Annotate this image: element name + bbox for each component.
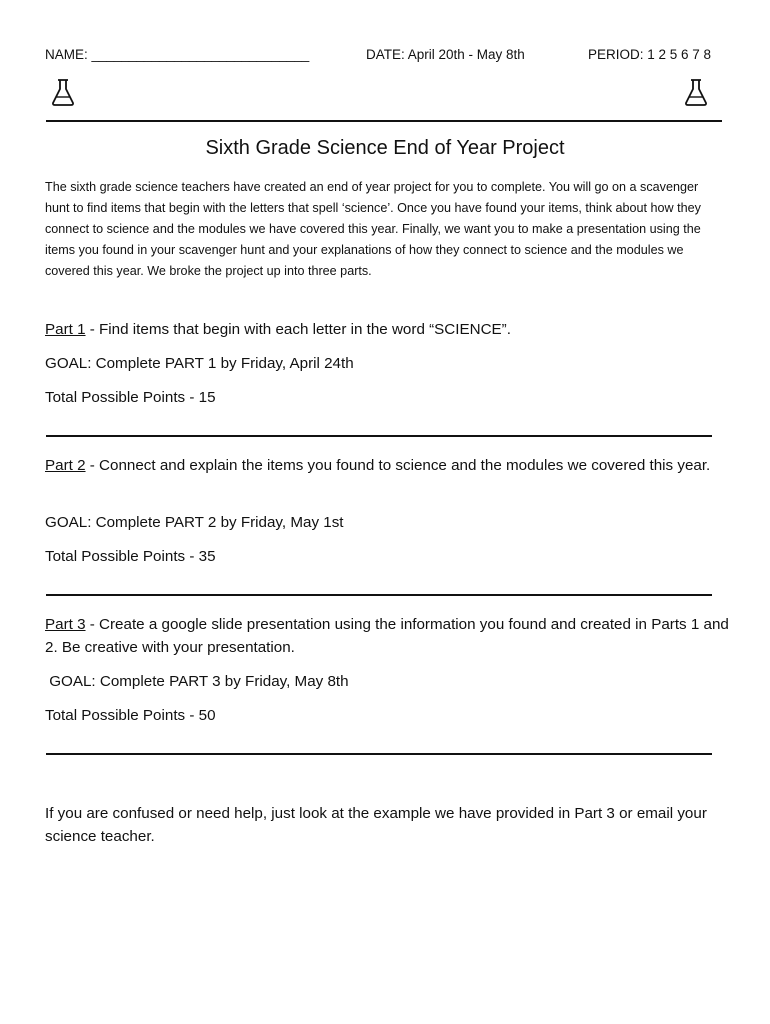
part-2-points: Total Possible Points - 35 — [45, 548, 216, 565]
section-divider — [46, 753, 712, 755]
part-1-text: - Find items that begin with each letter in the word “SCIENCE”. — [85, 321, 511, 338]
part-2-goal: GOAL: Complete PART 2 by Friday, May 1st — [45, 514, 344, 531]
part-2-text: - Connect and explain the items you found to science and the modules we covered this year. — [85, 457, 711, 474]
intro-paragraph: The sixth grade science teachers have created an end of year project for you to complete. You will go on a scavenger hunt to find items that begin with the letters that spell ‘science’. Once you have found your items, think about how they connect to science and the modules we have covered this year. Finally, we want you to make a presentation using the items you found in your scavenger hunt and your explanations of how they connect to science and the modules we covered this year. We broke the project up into three parts. — [45, 180, 701, 278]
section-divider — [46, 435, 712, 437]
part-3-heading: Part 3 — [45, 616, 86, 633]
flask-icon — [50, 78, 76, 106]
section-divider — [46, 594, 712, 596]
part-3-points: Total Possible Points - 50 — [45, 707, 216, 724]
part-2-heading: Part 2 — [45, 457, 86, 474]
flask-icon — [683, 78, 709, 106]
part-3-description — [45, 613, 730, 659]
period-label: PERIOD: 1 2 5 6 7 8 — [588, 47, 712, 62]
part-1-goal: GOAL: Complete PART 1 by Friday, April 24th — [45, 355, 354, 372]
page-title: Sixth Grade Science End of Year Project — [205, 137, 565, 159]
help-note: If you are confused or need help, just look at the example we have provided in Part 3 or email your science teacher. — [45, 805, 707, 845]
date-label: DATE: April 20th - May 8th — [366, 47, 525, 62]
part-3-goal: GOAL: Complete PART 3 by Friday, May 8th — [45, 673, 349, 690]
part-1-heading: Part 1 — [45, 321, 86, 338]
name-field-label: NAME: _____________________________ — [45, 47, 310, 62]
part-1-description — [45, 318, 730, 341]
part-1-points: Total Possible Points - 15 — [45, 389, 216, 406]
part-2-description — [45, 454, 730, 477]
part-3-text: - Create a google slide presentation using the information you found and created in Parts 1 and 2. Be creative with your presentation. — [45, 616, 729, 656]
header-divider — [46, 120, 722, 122]
